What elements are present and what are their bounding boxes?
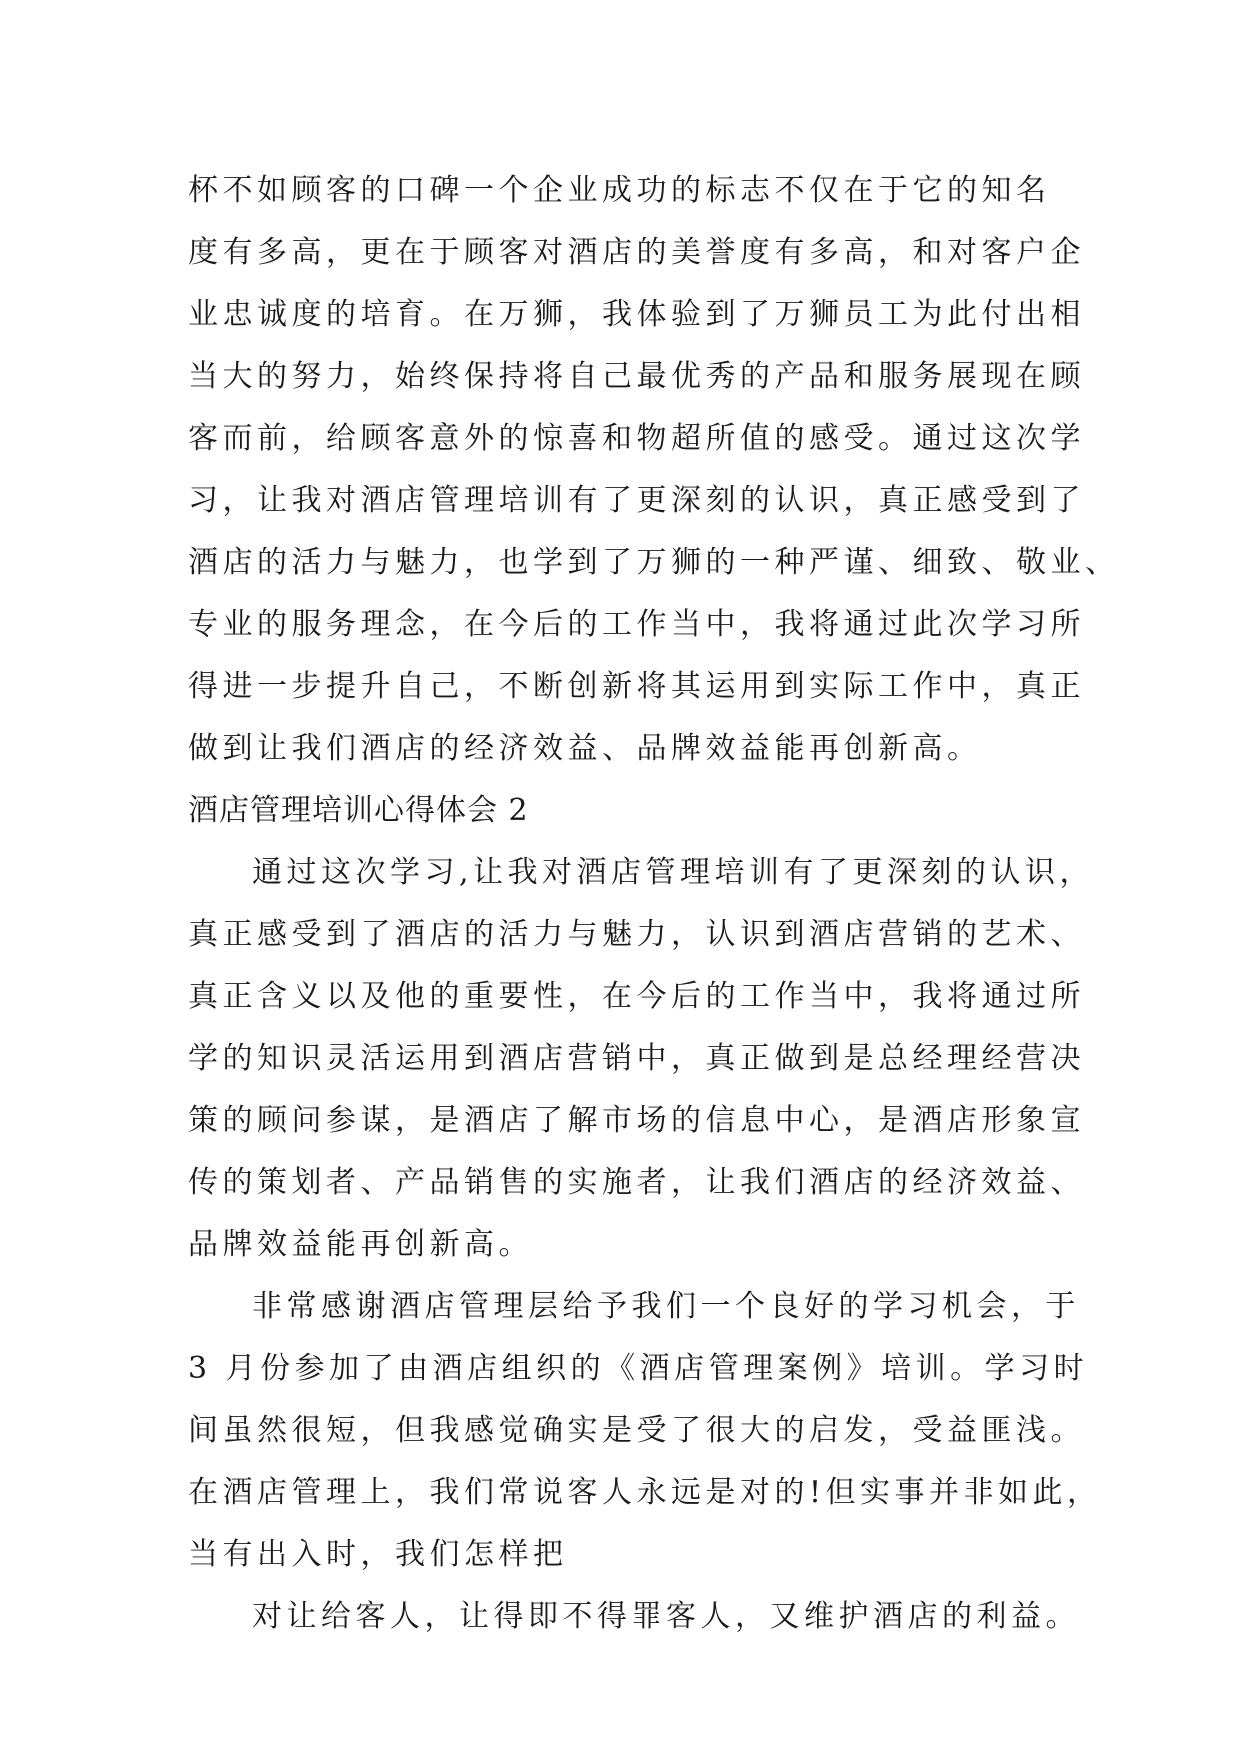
text-line: 杯不如顾客的口碑一个企业成功的标志不仅在于它的知名 [188, 173, 1051, 208]
text-line: 真正含义以及他的重要性，在今后的工作当中，我将通过所 [188, 979, 1085, 1014]
text-line: 当有出入时，我们怎样把 [188, 1537, 568, 1572]
text-line: 间虽然很短，但我感觉确实是受了很大的启发，受益匪浅。 [188, 1413, 1085, 1448]
text-line: 酒店的活力与魅力，也学到了万狮的一种严谨、细致、敬业、 [188, 545, 1120, 580]
document-body [188, 160, 1120, 1648]
text-line: 得进一步提升自己，不断创新将其运用到实际工作中，真正 [188, 669, 1085, 704]
text-line: 专业的服务理念，在今后的工作当中，我将通过此次学习所 [188, 607, 1085, 642]
text-line: 非常感谢酒店管理层给予我们一个良好的学习机会，于 [252, 1289, 1080, 1324]
text-line: 策的顾问参谋，是酒店了解市场的信息中心，是酒店形象宣 [188, 1103, 1085, 1138]
text-line: 对让给客人，让得即不得罪客人，又维护酒店的利益。 [252, 1599, 1080, 1634]
text-line: 客而前，给顾客意外的惊喜和物超所值的感受。通过这次学 [188, 421, 1085, 456]
text-line: 在酒店管理上，我们常说客人永远是对的!但实事并非如此， [188, 1475, 1102, 1510]
text-line: 度有多高，更在于顾客对酒店的美誉度有多高，和对客户企 [188, 235, 1085, 270]
text-line: 3 月份参加了由酒店组织的《酒店管理案例》培训。学习时 [188, 1351, 1089, 1386]
text-line: 做到让我们酒店的经济效益、品牌效益能再创新高。 [188, 731, 982, 766]
text-line: 学的知识灵活运用到酒店营销中，真正做到是总经理经营决 [188, 1041, 1085, 1076]
text-line: 品牌效益能再创新高。 [188, 1227, 533, 1262]
section-heading: 酒店管理培训心得体会 2 [188, 793, 529, 828]
text-line: 习，让我对酒店管理培训有了更深刻的认识，真正感受到了 [188, 483, 1085, 518]
text-line: 业忠诚度的培育。在万狮，我体验到了万狮员工为此付出相 [188, 297, 1085, 332]
text-line: 当大的努力，始终保持将自己最优秀的产品和服务展现在顾 [188, 359, 1085, 394]
text-line: 真正感受到了酒店的活力与魅力，认识到酒店营销的艺术、 [188, 917, 1085, 952]
text-line: 通过这次学习,让我对酒店管理培训有了更深刻的认识， [252, 855, 1095, 890]
text-line: 传的策划者、产品销售的实施者，让我们酒店的经济效益、 [188, 1165, 1085, 1200]
